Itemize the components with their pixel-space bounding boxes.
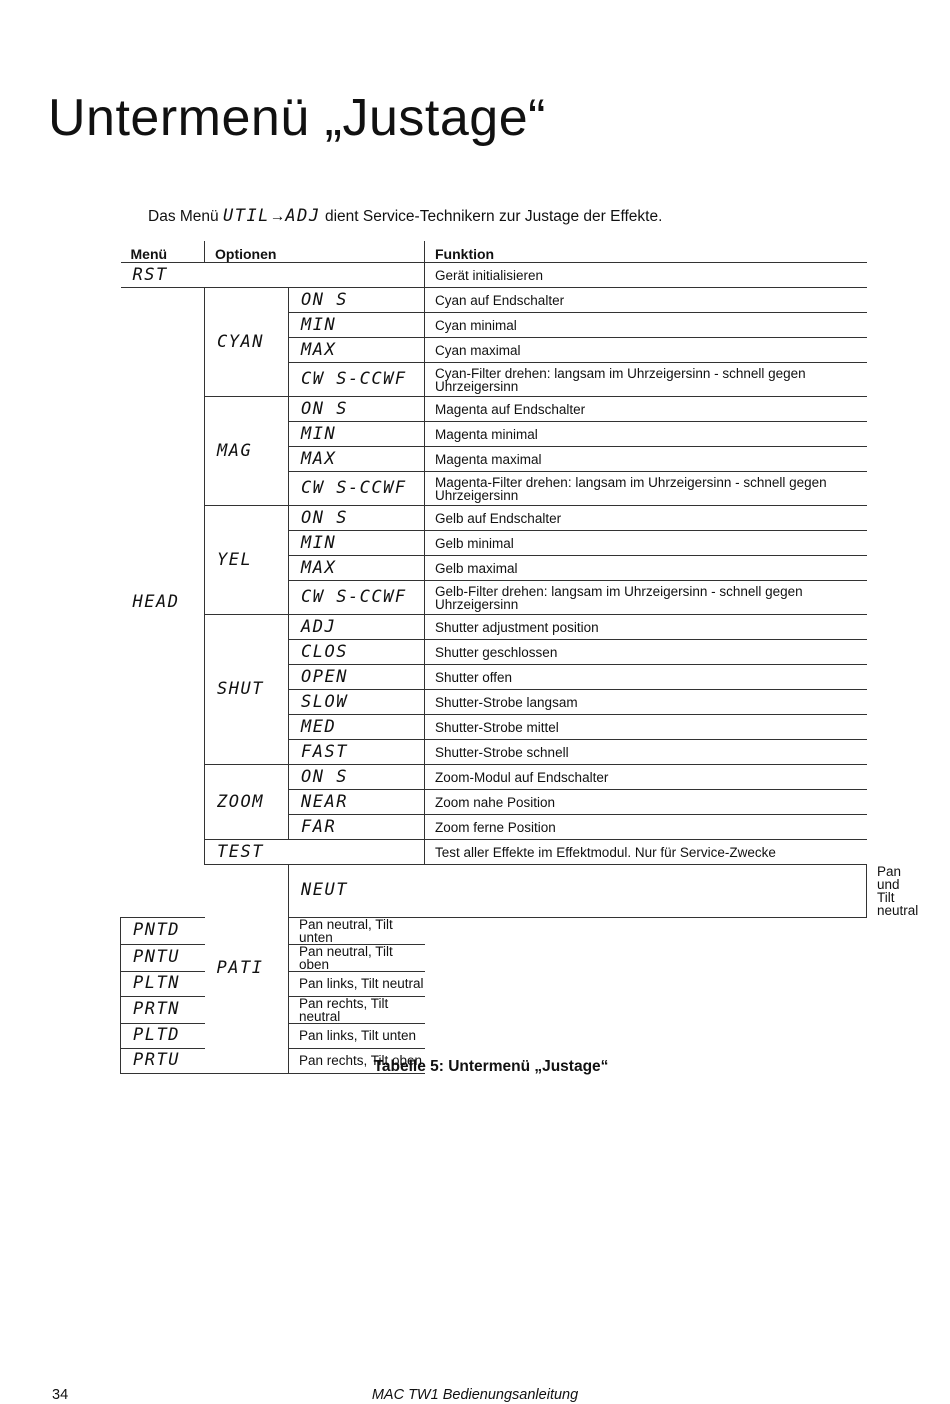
suboption-code: ON S	[289, 506, 425, 531]
suboption-code: CW S-CCWF	[289, 472, 425, 506]
option-code: PNTU	[121, 944, 289, 971]
function-desc: Magenta minimal	[425, 422, 867, 447]
menu-code-pati: PATI	[205, 865, 289, 1074]
function-desc: Gelb minimal	[425, 531, 867, 556]
function-desc: Gelb-Filter drehen: langsam im Uhrzeigersinn - schnell gegen Uhrzeigersinn	[425, 581, 867, 615]
option-code: PNTD	[121, 917, 289, 944]
adjust-menu-table	[120, 241, 919, 1074]
function-desc: Pan links, Tilt unten	[289, 1023, 425, 1048]
suboption-code: FAST	[289, 740, 425, 765]
suboption-code: SLOW	[289, 690, 425, 715]
suboption-code: ADJ	[289, 615, 425, 640]
function-desc: Test aller Effekte im Effektmodul. Nur für Service-Zwecke	[425, 840, 867, 865]
function-desc: Cyan-Filter drehen: langsam im Uhrzeigersinn - schnell gegen Uhrzeigersinn	[425, 363, 867, 397]
suboption-code: FAR	[289, 815, 425, 840]
table-row	[121, 840, 867, 865]
function-desc: Magenta auf Endschalter	[425, 397, 867, 422]
suboption-code: MIN	[289, 531, 425, 556]
header-menu: Menü	[121, 241, 205, 263]
option-code: PRTU	[121, 1048, 289, 1073]
intro-code-util: UTIL	[222, 206, 270, 226]
function-desc: Gelb auf Endschalter	[425, 506, 867, 531]
header-options: Optionen	[205, 241, 425, 263]
page-number: 34	[52, 1387, 69, 1403]
function-desc: Cyan maximal	[425, 338, 867, 363]
option-code-cyan: CYAN	[205, 288, 289, 397]
intro-code-adj: ADJ	[285, 206, 321, 226]
suboption-code: NEAR	[289, 790, 425, 815]
suboption-code: CW S-CCWF	[289, 363, 425, 397]
suboption-code: MAX	[289, 447, 425, 472]
table-caption: Tabelle 5: Untermenü „Justage“	[373, 1058, 609, 1075]
option-code-mag: MAG	[205, 397, 289, 506]
option-code-yel: YEL	[205, 506, 289, 615]
table-row	[121, 1023, 867, 1048]
table-row	[121, 263, 867, 288]
function-desc: Cyan auf Endschalter	[425, 288, 867, 313]
table-row	[121, 765, 867, 790]
suboption-code: MIN	[289, 422, 425, 447]
function-desc: Magenta-Filter drehen: langsam im Uhrzeigersinn - schnell gegen Uhrzeigersinn	[425, 472, 867, 506]
table-row: PATI NEUT Pan und Tilt neutral	[121, 865, 867, 918]
function-desc: Cyan minimal	[425, 313, 867, 338]
option-code: PRTN	[121, 996, 289, 1023]
menu-code-rst: RST	[121, 263, 425, 288]
page-title: Untermenü „Justage“	[48, 89, 546, 147]
suboption-code: CW S-CCWF	[289, 581, 425, 615]
suboption-code: MAX	[289, 338, 425, 363]
option-code: NEUT	[289, 865, 867, 918]
suboption-code: OPEN	[289, 665, 425, 690]
table-row	[121, 917, 867, 944]
function-desc: Pan neutral, Tilt oben	[289, 944, 425, 971]
intro-text	[148, 206, 662, 226]
table-row	[121, 506, 867, 531]
function-desc: Zoom ferne Position	[425, 815, 867, 840]
function-desc: Shutter adjustment position	[425, 615, 867, 640]
table-row	[121, 996, 867, 1023]
suboption-code: MED	[289, 715, 425, 740]
option-code: PLTN	[121, 971, 289, 996]
suboption-code: MIN	[289, 313, 425, 338]
suboption-code: CLOS	[289, 640, 425, 665]
option-code-zoom: ZOOM	[205, 765, 289, 840]
function-desc: Pan links, Tilt neutral	[289, 971, 425, 996]
arrow-icon: →	[269, 208, 286, 225]
suboption-code: MAX	[289, 556, 425, 581]
menu-code-head: HEAD	[121, 288, 205, 918]
option-code-test: TEST	[205, 840, 425, 865]
table-row	[121, 288, 867, 313]
function-desc: Magenta maximal	[425, 447, 867, 472]
function-desc: Gelb maximal	[425, 556, 867, 581]
function-desc: Pan neutral, Tilt unten	[289, 917, 425, 944]
intro-before: Das Menü	[148, 208, 219, 225]
suboption-code: ON S	[289, 288, 425, 313]
function-desc: Pan rechts, Tilt neutral	[289, 996, 425, 1023]
function-desc: Shutter-Strobe schnell	[425, 740, 867, 765]
table-row	[121, 615, 867, 640]
footer-title: MAC TW1 Bedienungsanleitung	[371, 1387, 579, 1403]
suboption-code: ON S	[289, 765, 425, 790]
suboption-code: ON S	[289, 397, 425, 422]
function-desc: Shutter-Strobe mittel	[425, 715, 867, 740]
function-desc: Shutter-Strobe langsam	[425, 690, 867, 715]
function-desc: Shutter offen	[425, 665, 867, 690]
table-row	[121, 397, 867, 422]
header-function: Funktion	[425, 241, 867, 263]
option-code-shut: SHUT	[205, 615, 289, 765]
function-desc: Zoom nahe Position	[425, 790, 867, 815]
table-header-row	[121, 241, 867, 263]
intro-after: dient Service-Technikern zur Justage der Effekte.	[324, 208, 663, 225]
function-desc: Zoom-Modul auf Endschalter	[425, 765, 867, 790]
function-desc: Pan rechts, Tilt oben	[289, 1048, 425, 1073]
function-desc: Shutter geschlossen	[425, 640, 867, 665]
option-code: PLTD	[121, 1023, 289, 1048]
function-desc: Gerät initialisieren	[425, 263, 867, 288]
